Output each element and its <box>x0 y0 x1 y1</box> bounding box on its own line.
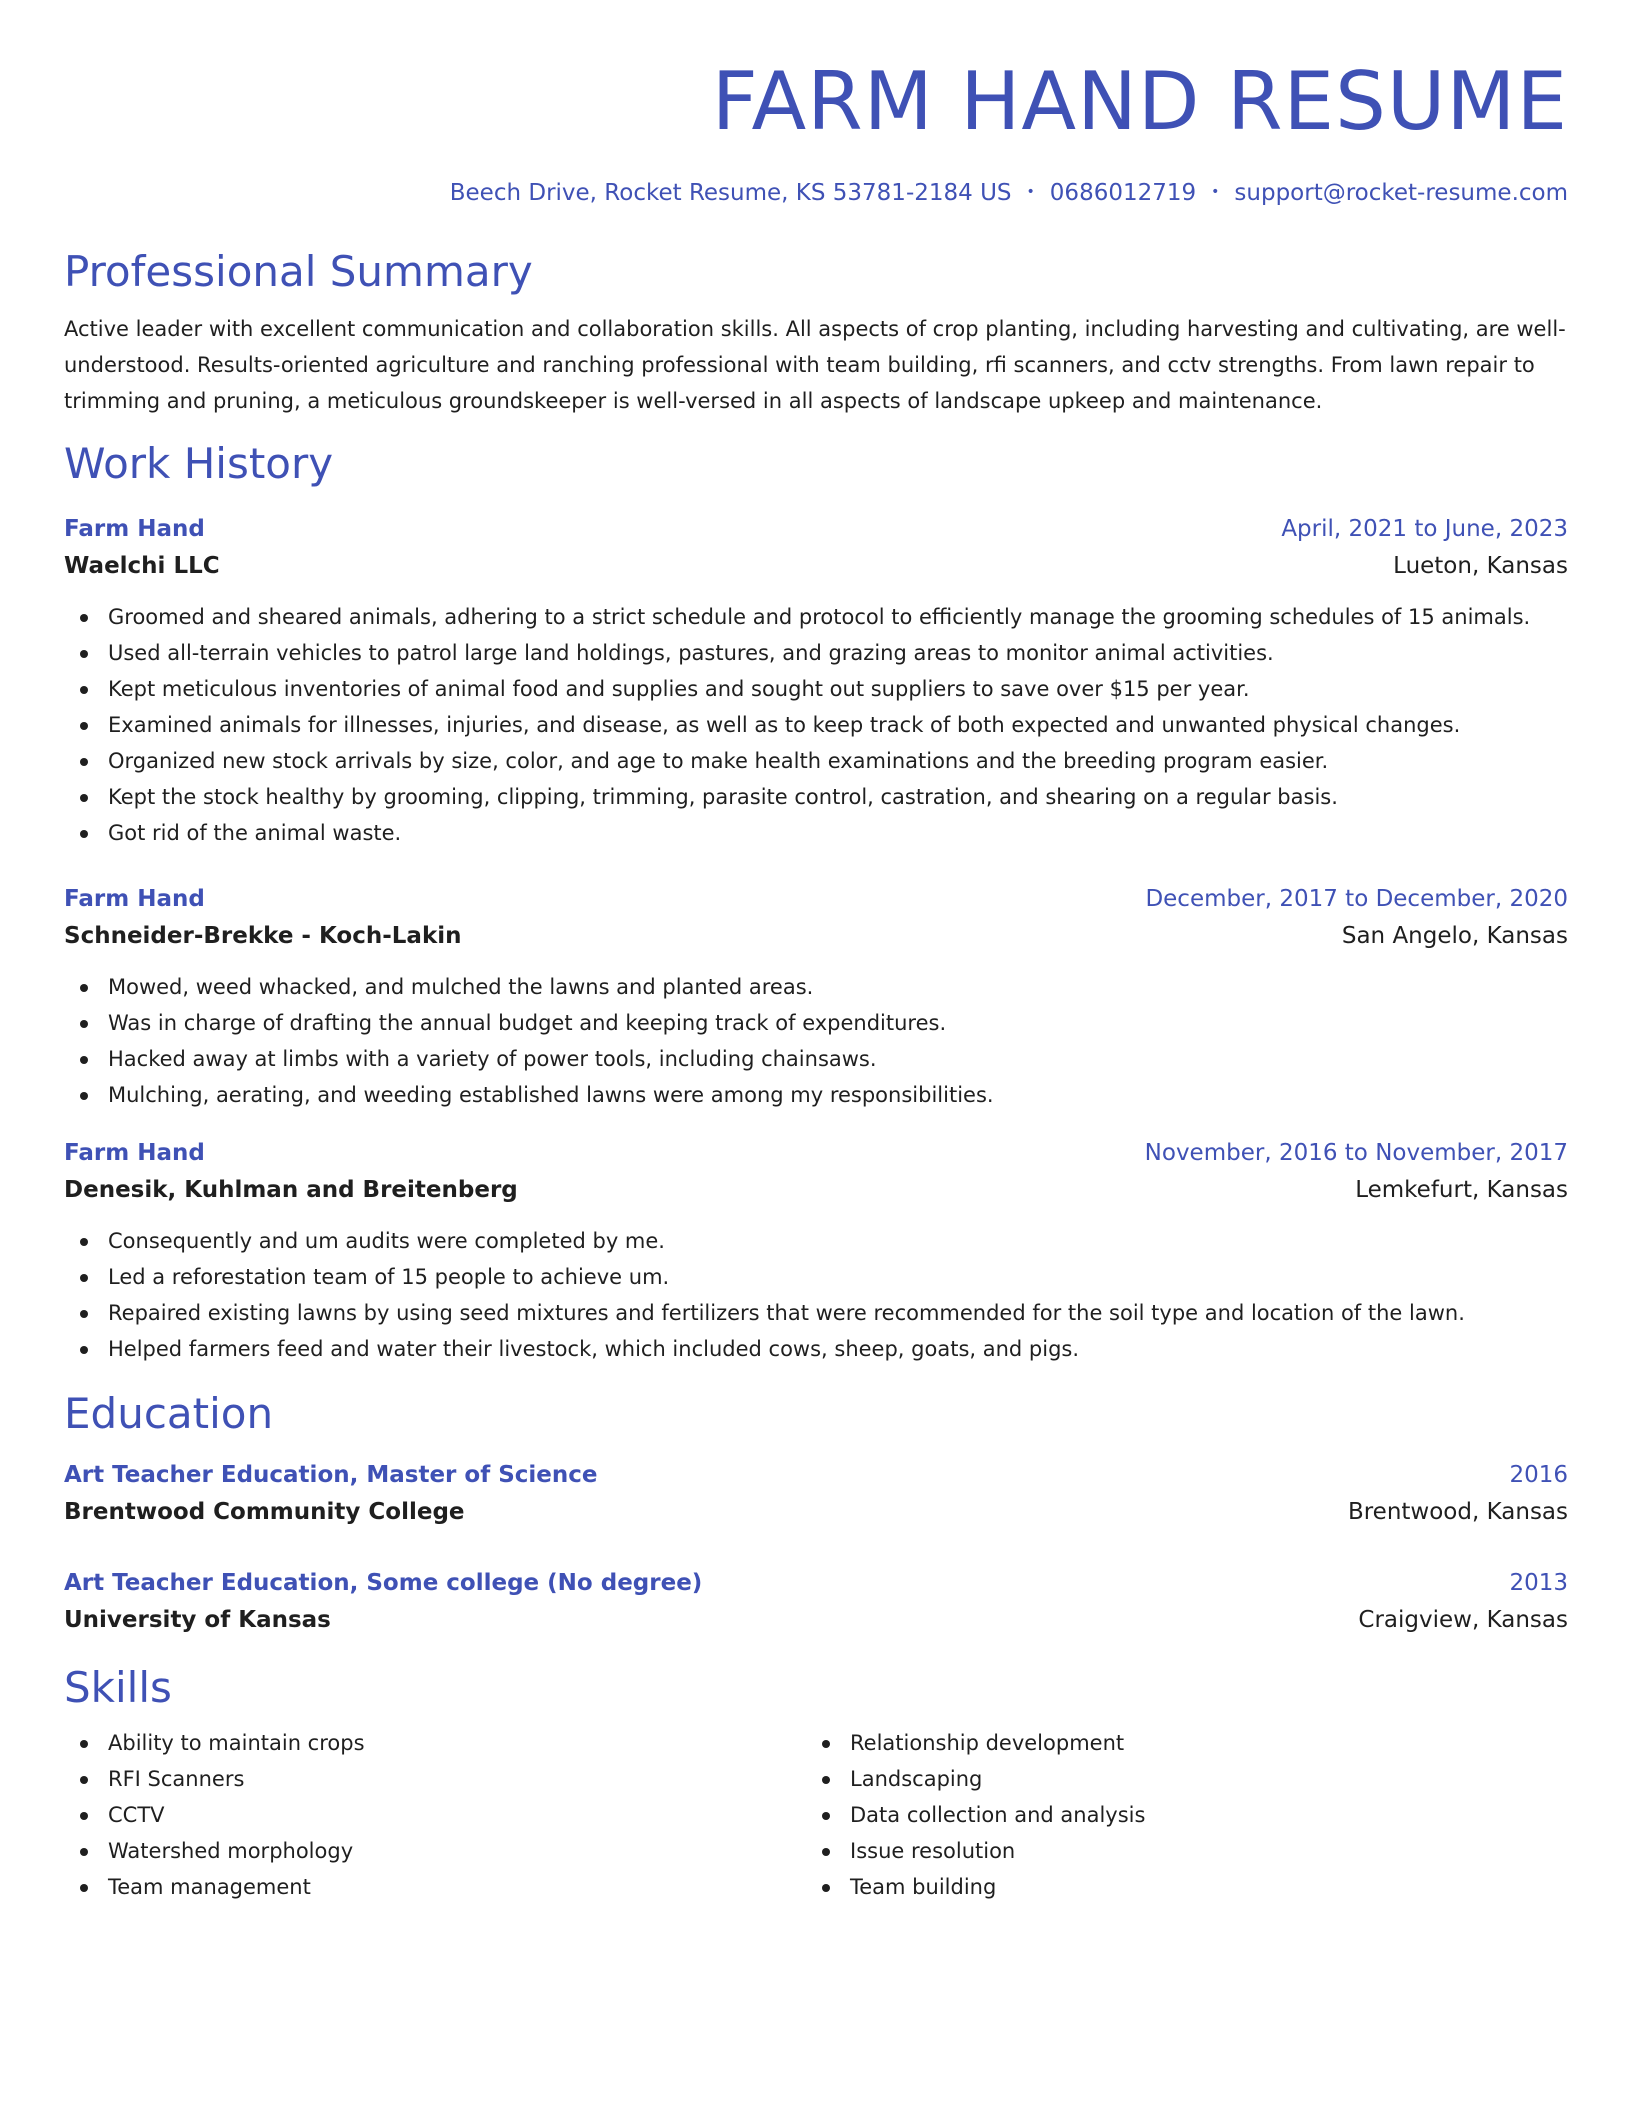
job-header-row <box>64 881 1568 917</box>
job-company: Schneider-Brekke - Koch-Lakin <box>64 922 462 949</box>
job-role: Farm Hand <box>64 1139 205 1166</box>
skill-item: Landscaping <box>806 1761 1548 1797</box>
skills-list-right <box>806 1725 1548 1905</box>
list-item: Hacked away at limbs with a variety of power tools, including chainsaws. <box>64 1041 1568 1077</box>
contact-address: Beech Drive, Rocket Resume, KS 53781-2184 US <box>449 180 1012 206</box>
list-item: Organized new stock arrivals by size, color, and age to make health examinations and the breeding program easier. <box>64 743 1568 779</box>
skills-list-left <box>64 1725 806 1905</box>
job-company: Denesik, Kuhlman and Breitenberg <box>64 1176 518 1203</box>
list-item: Kept the stock healthy by grooming, clipping, trimming, parasite control, castration, and shearing on a regular basis. <box>64 779 1568 815</box>
job-header-row <box>64 1135 1568 1171</box>
education-entry <box>64 1457 1568 1531</box>
skill-item: Team management <box>64 1869 806 1905</box>
summary-section-title: Professional Summary <box>64 246 533 296</box>
education-degree: Art Teacher Education, Master of Science <box>64 1461 598 1488</box>
skills-columns <box>64 1725 1568 1905</box>
education-degree: Art Teacher Education, Some college (No degree) <box>64 1569 703 1596</box>
job-company-row <box>64 1171 1568 1209</box>
summary-text: Active leader with excellent communication and collaboration skills. All aspects of crop planting, including harvesting and cultivating, are well-understood. Results-oriented agriculture and ranching professional with team building, rfi scanners, and cctv strengths. From lawn repair to trimming and pruning, a meticulous groundskeeper is well-versed in all aspects of landscape upkeep and maintenance. <box>64 316 1566 413</box>
job-entry <box>64 881 1568 1113</box>
skill-item: CCTV <box>64 1797 806 1833</box>
skill-item: Ability to maintain crops <box>64 1725 806 1761</box>
job-role: Farm Hand <box>64 515 205 542</box>
job-company: Waelchi LLC <box>64 552 220 579</box>
skill-item: Relationship development <box>806 1725 1548 1761</box>
job-dates: December, 2017 to December, 2020 <box>1145 885 1568 912</box>
skills-section-title: Skills <box>64 1662 172 1712</box>
education-location: Craigview, Kansas <box>1358 1606 1568 1633</box>
work-section-title: Work History <box>64 438 334 488</box>
education-school: Brentwood Community College <box>64 1498 465 1525</box>
job-location: Lueton, Kansas <box>1393 552 1568 579</box>
skill-item: Team building <box>806 1869 1548 1905</box>
job-location: Lemkefurt, Kansas <box>1355 1176 1568 1203</box>
job-entry <box>64 1135 1568 1367</box>
job-bullets <box>64 599 1568 851</box>
education-header-row <box>64 1457 1568 1493</box>
job-dates: November, 2016 to November, 2017 <box>1144 1139 1568 1166</box>
education-school-row <box>64 1601 1568 1639</box>
list-item: Mowed, weed whacked, and mulched the lawns and planted areas. <box>64 969 1568 1005</box>
education-location: Brentwood, Kansas <box>1347 1498 1568 1525</box>
list-item: Kept meticulous inventories of animal food and supplies and sought out suppliers to save over $15 per year. <box>64 671 1568 707</box>
list-item: Was in charge of drafting the annual budget and keeping track of expenditures. <box>64 1005 1568 1041</box>
job-role: Farm Hand <box>64 885 205 912</box>
list-item: Consequently and um audits were completed by me. <box>64 1223 1568 1259</box>
education-entry <box>64 1565 1568 1639</box>
job-company-row <box>64 917 1568 955</box>
list-item: Repaired existing lawns by using seed mixtures and fertilizers that were recommended for the soil type and location of the lawn. <box>64 1295 1568 1331</box>
skill-item: Issue resolution <box>806 1833 1548 1869</box>
contact-separator: • <box>1026 183 1035 200</box>
resume-page <box>64 0 1568 1905</box>
job-bullets <box>64 1223 1568 1367</box>
list-item: Got rid of the animal waste. <box>64 815 1568 851</box>
contact-separator: • <box>1211 183 1220 200</box>
job-header-row <box>64 511 1568 547</box>
skill-item: Watershed morphology <box>64 1833 806 1869</box>
list-item: Mulching, aerating, and weeding established lawns were among my responsibilities. <box>64 1077 1568 1113</box>
job-dates: April, 2021 to June, 2023 <box>1281 515 1568 542</box>
job-company-row <box>64 547 1568 585</box>
skill-item: Data collection and analysis <box>806 1797 1548 1833</box>
job-entry <box>64 511 1568 851</box>
contact-line <box>64 178 1568 209</box>
list-item: Groomed and sheared animals, adhering to a strict schedule and protocol to efficiently manage the grooming schedules of 15 animals. <box>64 599 1568 635</box>
job-location: San Angelo, Kansas <box>1341 922 1568 949</box>
resume-header <box>64 0 1568 209</box>
list-item: Used all-terrain vehicles to patrol large land holdings, pastures, and grazing areas to monitor animal activities. <box>64 635 1568 671</box>
education-year: 2016 <box>1509 1461 1568 1488</box>
contact-email: support@rocket-resume.com <box>1234 180 1568 206</box>
education-year: 2013 <box>1509 1569 1568 1596</box>
list-item: Helped farmers feed and water their livestock, which included cows, sheep, goats, and pigs. <box>64 1331 1568 1367</box>
education-header-row <box>64 1565 1568 1601</box>
skill-item: RFI Scanners <box>64 1761 806 1797</box>
education-school-row <box>64 1493 1568 1531</box>
contact-phone: 0686012719 <box>1049 180 1197 206</box>
job-bullets <box>64 969 1568 1113</box>
list-item: Examined animals for illnesses, injuries, and disease, as well as to keep track of both expected and unwanted physical changes. <box>64 707 1568 743</box>
list-item: Led a reforestation team of 15 people to achieve um. <box>64 1259 1568 1295</box>
education-school: University of Kansas <box>64 1606 331 1633</box>
resume-name: FARM HAND RESUME <box>711 55 1568 148</box>
education-section-title: Education <box>64 1388 274 1438</box>
